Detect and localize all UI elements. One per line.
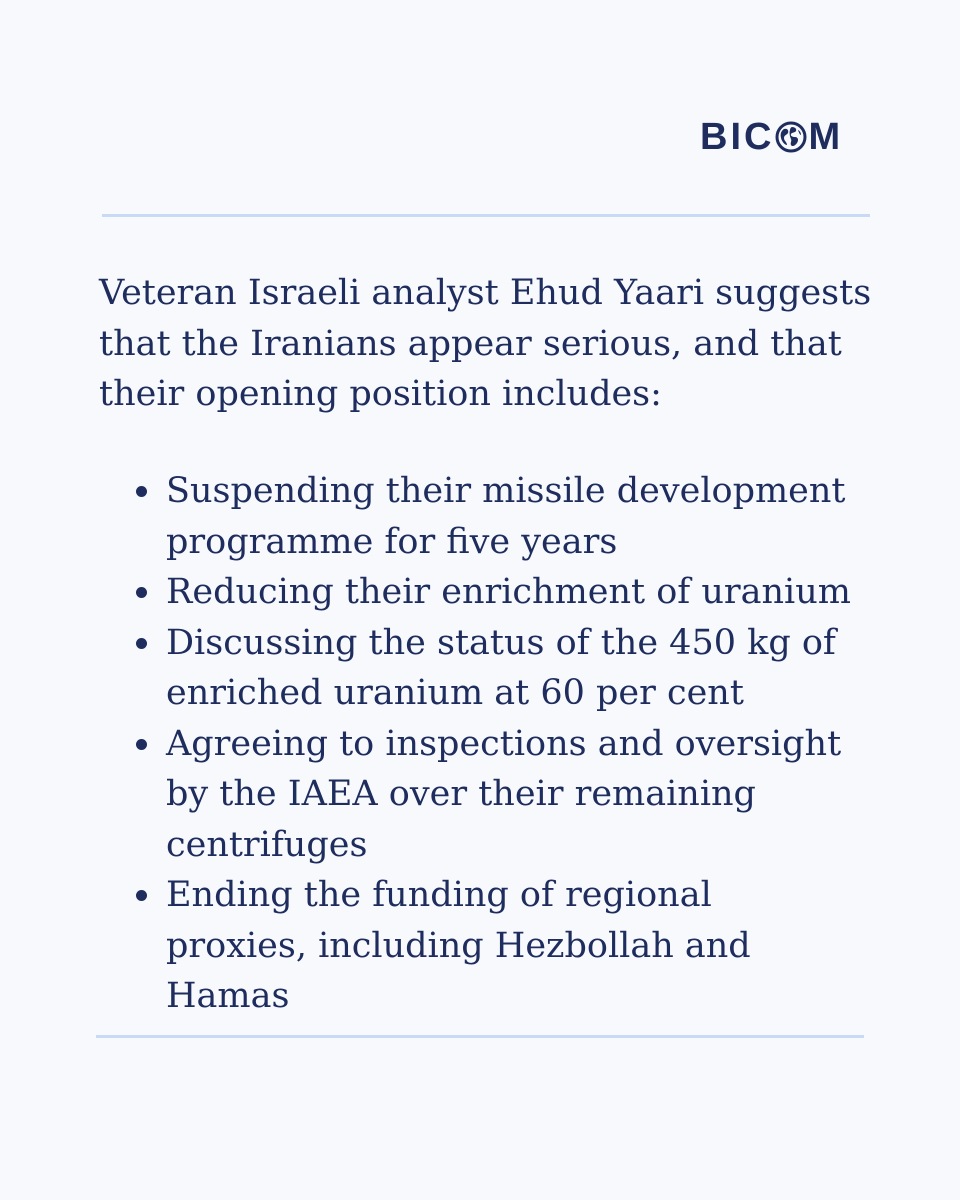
list-item-text: Reducing their enrichment of uranium <box>166 572 851 612</box>
list-item-text: Agreeing to inspections and oversight by the IAEA over their remaining centrifuges <box>166 723 842 865</box>
logo-text-left: BIC <box>700 116 775 158</box>
list-item-text: Suspending their missile development programme for five years <box>166 471 846 562</box>
list-item <box>130 719 860 871</box>
globe-icon <box>775 121 807 153</box>
bottom-divider <box>96 1035 864 1038</box>
top-divider <box>102 214 870 217</box>
list-item-text: Ending the funding of regional proxies, including Hezbollah and Hamas <box>166 875 751 1016</box>
position-list <box>130 466 860 1022</box>
bullet-icon <box>136 739 147 750</box>
bullet-icon <box>136 890 147 901</box>
list-item <box>130 466 860 567</box>
logo-text-right: M <box>808 116 844 158</box>
list-item <box>130 618 860 719</box>
list-item <box>130 567 860 618</box>
list-item-text: Discussing the status of the 450 kg of enriched uranium at 60 per cent <box>166 622 836 713</box>
bullet-icon <box>136 486 147 497</box>
bullet-icon <box>136 587 147 598</box>
list-item <box>130 870 860 1022</box>
intro-paragraph: Veteran Israeli analyst Ehud Yaari suggests that the Iranians appear serious, and that their opening position includes: <box>99 273 872 414</box>
bicom-logo <box>700 117 843 157</box>
bullet-icon <box>136 638 147 649</box>
